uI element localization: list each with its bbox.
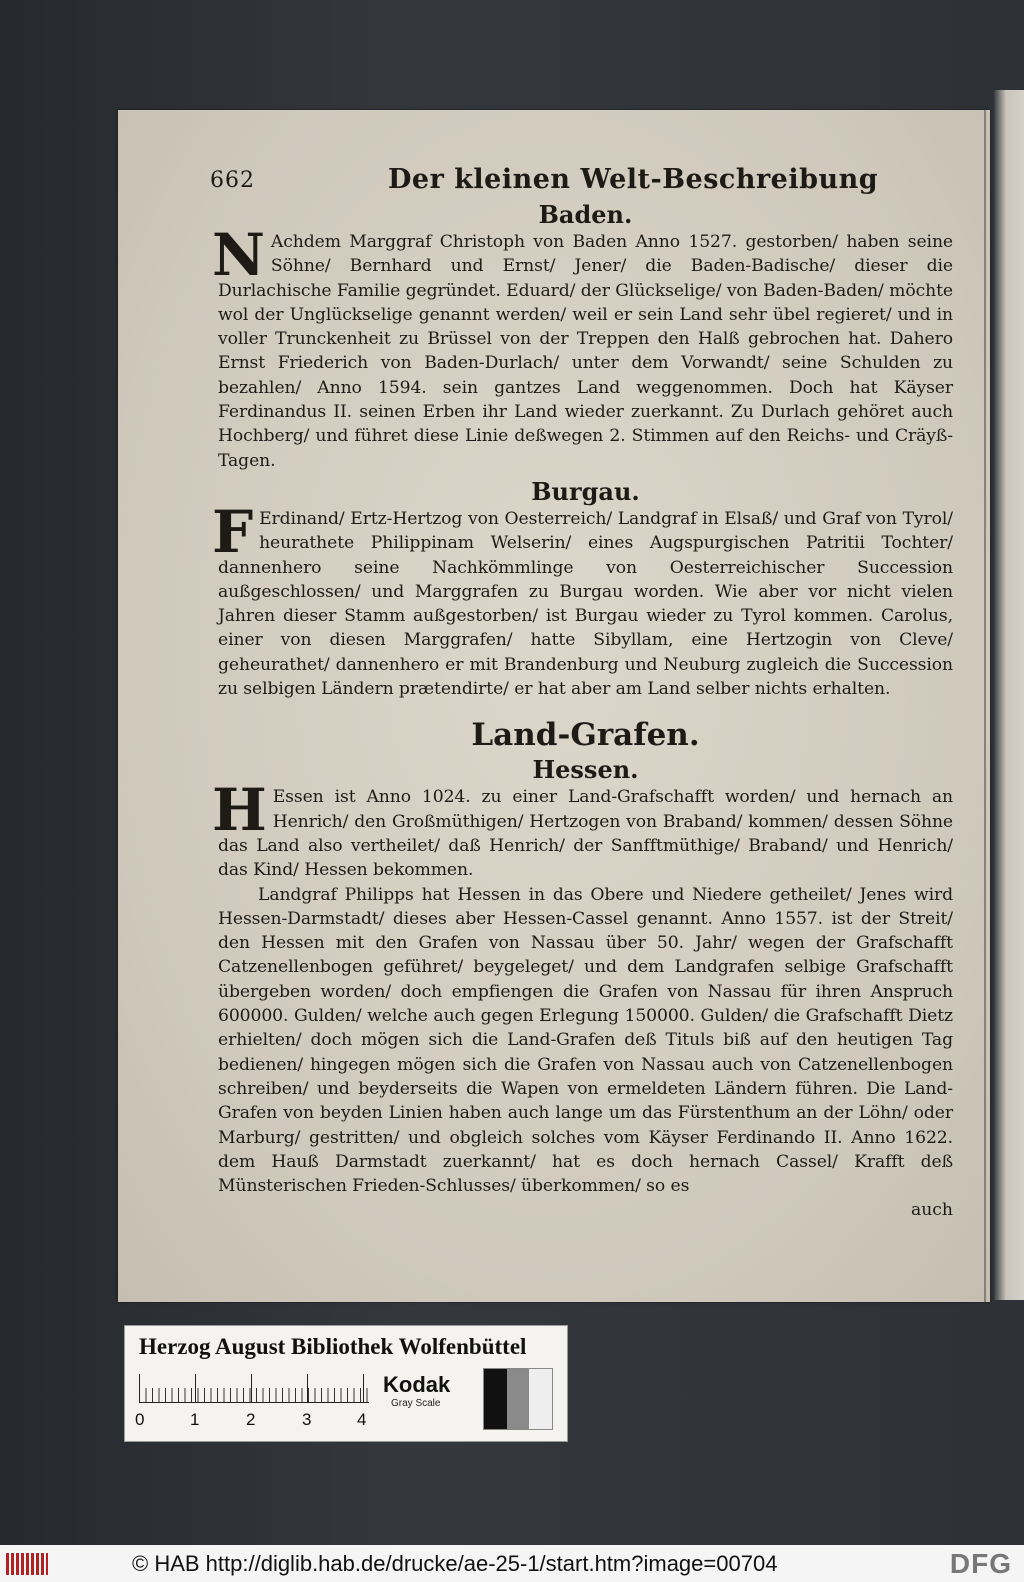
paragraph-text: Essen ist Anno 1024. zu einer Land-Grafschafft worden/ und hernach an Henrich/ den Großmüthigen/ Hertzogen von Braband/ kommen/ dessen Söhne das Land also vertheilet/ daß Henrich/ der Sanfftmüthige/ Braband/ und Henrich/ das Kind/ Hessen bekommen. <box>218 787 953 881</box>
page-gutter <box>984 110 986 1302</box>
scale-ruler <box>139 1374 369 1403</box>
ruler-major-tick <box>251 1374 252 1402</box>
footer-bar <box>0 1545 1024 1582</box>
section-heading-baden: Baden. <box>538 200 633 229</box>
ruler-major-tick <box>363 1374 364 1402</box>
credit-link[interactable]: © HAB http://diglib.hab.de/drucke/ae-25-1/start.htm?image=00704 <box>132 1551 778 1576</box>
page-number: 662 <box>210 168 255 193</box>
page-text-block <box>210 160 953 1222</box>
library-name: Herzog August Bibliothek Wolfenbüttel <box>139 1334 527 1359</box>
ruler-number: 0 <box>135 1410 145 1429</box>
gray-swatches <box>483 1368 553 1430</box>
dfg-logo: DFG <box>949 1548 1012 1579</box>
drop-cap: F <box>212 497 254 566</box>
ruler-number: 1 <box>190 1410 200 1429</box>
paragraph-text: Erdinand/ Ertz-Hertzog von Oesterreich/ Landgraf in Elsaß/ und Graf von Tyrol/ heurathete Philippinam Welserin/ eines Augspurgischen Patritii Tochter/ dannenhero seine Nachkömmlinge von Oesterreichischer Succession außgeschlossen/ und Marggrafen zu Burgau worden. Wie aber vor nicht vielen Jahren dieser Stamm außgestorben/ ist Burgau wieder zu Tyrol kommen. Carolus, einer von diesen Marggrafen/ hatte Sibyllam, eine Hertzogin von Cleve/ geheurathet/ dannenhero er mit Brandenburg und Neuburg zugleich die Succession zu selbigen Ländern prætendirte/ er hat aber am Land selber nichts erhalten. <box>218 508 953 700</box>
ruler-number: 4 <box>357 1410 367 1429</box>
color-target-card <box>124 1325 568 1442</box>
ruler-number: 2 <box>246 1410 256 1429</box>
facing-page-edge <box>994 90 1024 1300</box>
paragraph-hessen-2: Landgraf Philipps hat Hessen in das Obere und Niedere getheilet/ Jenes wird Hessen-Darmstadt/ dieses aber Hessen-Cassel genannt. Anno 1557. ist der Streit/ den Hessen mit den Grafen von Nassau über 50. Jahr/ wegen der Grafschafft Catzenellenbogen geführet/ beygeleget/ und dem Landgrafen selbige Grafschafft übergeben worden/ doch empfiengen die Grafen von Nassau für ihren Anspruch 600000. Gulden/ welche auch gegen Erlegung 150000. Gulden/ die Grafschafft Dietz erhielten/ doch mögen sich die Land-Grafen deß Tituls biß auf den heutigen Tag bedienen/ hingegen mögen sich die Grafen von Nassau auch von Catzenellenbogen schreiben/ und beyderseits die Wapen von ermeldeten Ländern führen. Die Land-Grafen von beyden Linien haben auch lange um das Fürstenthum an der Löhn/ oder Marburg/ gestritten/ und obgleich solches vom Käyser Ferdinando II. Anno 1622. dem Hauß Darmstadt zuerkannt/ hat es doch hernach Cassel/ Krafft deß Münsterischen Frieden-Schlusses/ überkommen/ so es <box>218 884 953 1197</box>
swatch-white <box>529 1369 552 1429</box>
catchword: auch <box>910 1200 953 1221</box>
ruler-major-tick <box>195 1374 196 1402</box>
drop-cap: N <box>212 221 265 289</box>
paragraph-baden <box>212 221 953 473</box>
running-head <box>210 160 953 200</box>
section-heading-hessen: Hessen. <box>532 755 639 785</box>
hab-logo-icon <box>6 1553 48 1575</box>
paragraph-text: Achdem Marggraf Christoph von Baden Anno 1527. gestorben/ haben seine Söhne/ Bernhard und Ernst/ Jener/ die Baden-Badische/ dieser die Durlachische Familie gegründet. Eduard/ der Glückselige/ von Baden-Baden/ möchte wol der Unglückselige genannt werden/ weil er sein Land sehr übel regieret/ und in voller Trunckenheit zu Brüssel von der Treppen den Halß gebrochen hat. Dahero Ernst Friederich von Baden-Durlach/ unter dem Vorwandt/ seine Schulden zu bezahlen/ Anno 1594. sein gantzes Land weggenommen. Doch hat Käyser Ferdinandus II. seinen Erben ihr Land wieder zuerkannt. Zu Durlach gehöret auch Hochberg/ und führet diese Linie deßwegen 2. Stimmen auf den Reichs- und Cräyß-Tagen. <box>218 232 953 471</box>
section-heading-burgau: Burgau. <box>531 476 640 506</box>
swatch-gray <box>507 1369 530 1429</box>
paragraph-hessen-1 <box>212 776 953 882</box>
chapter-heading: Land-Grafen. <box>471 717 700 754</box>
ruler-major-tick <box>139 1374 140 1402</box>
book-page <box>118 110 990 1302</box>
running-title: Der kleinen Welt-Beschreibung <box>388 164 879 195</box>
ruler-number: 3 <box>302 1410 312 1429</box>
kodak-logo: Kodak <box>383 1372 451 1397</box>
swatch-black <box>484 1369 507 1429</box>
ruler-major-tick <box>307 1374 308 1402</box>
drop-cap: H <box>212 776 267 845</box>
paragraph-burgau <box>212 497 953 701</box>
gray-scale-label: Gray Scale <box>391 1398 441 1409</box>
